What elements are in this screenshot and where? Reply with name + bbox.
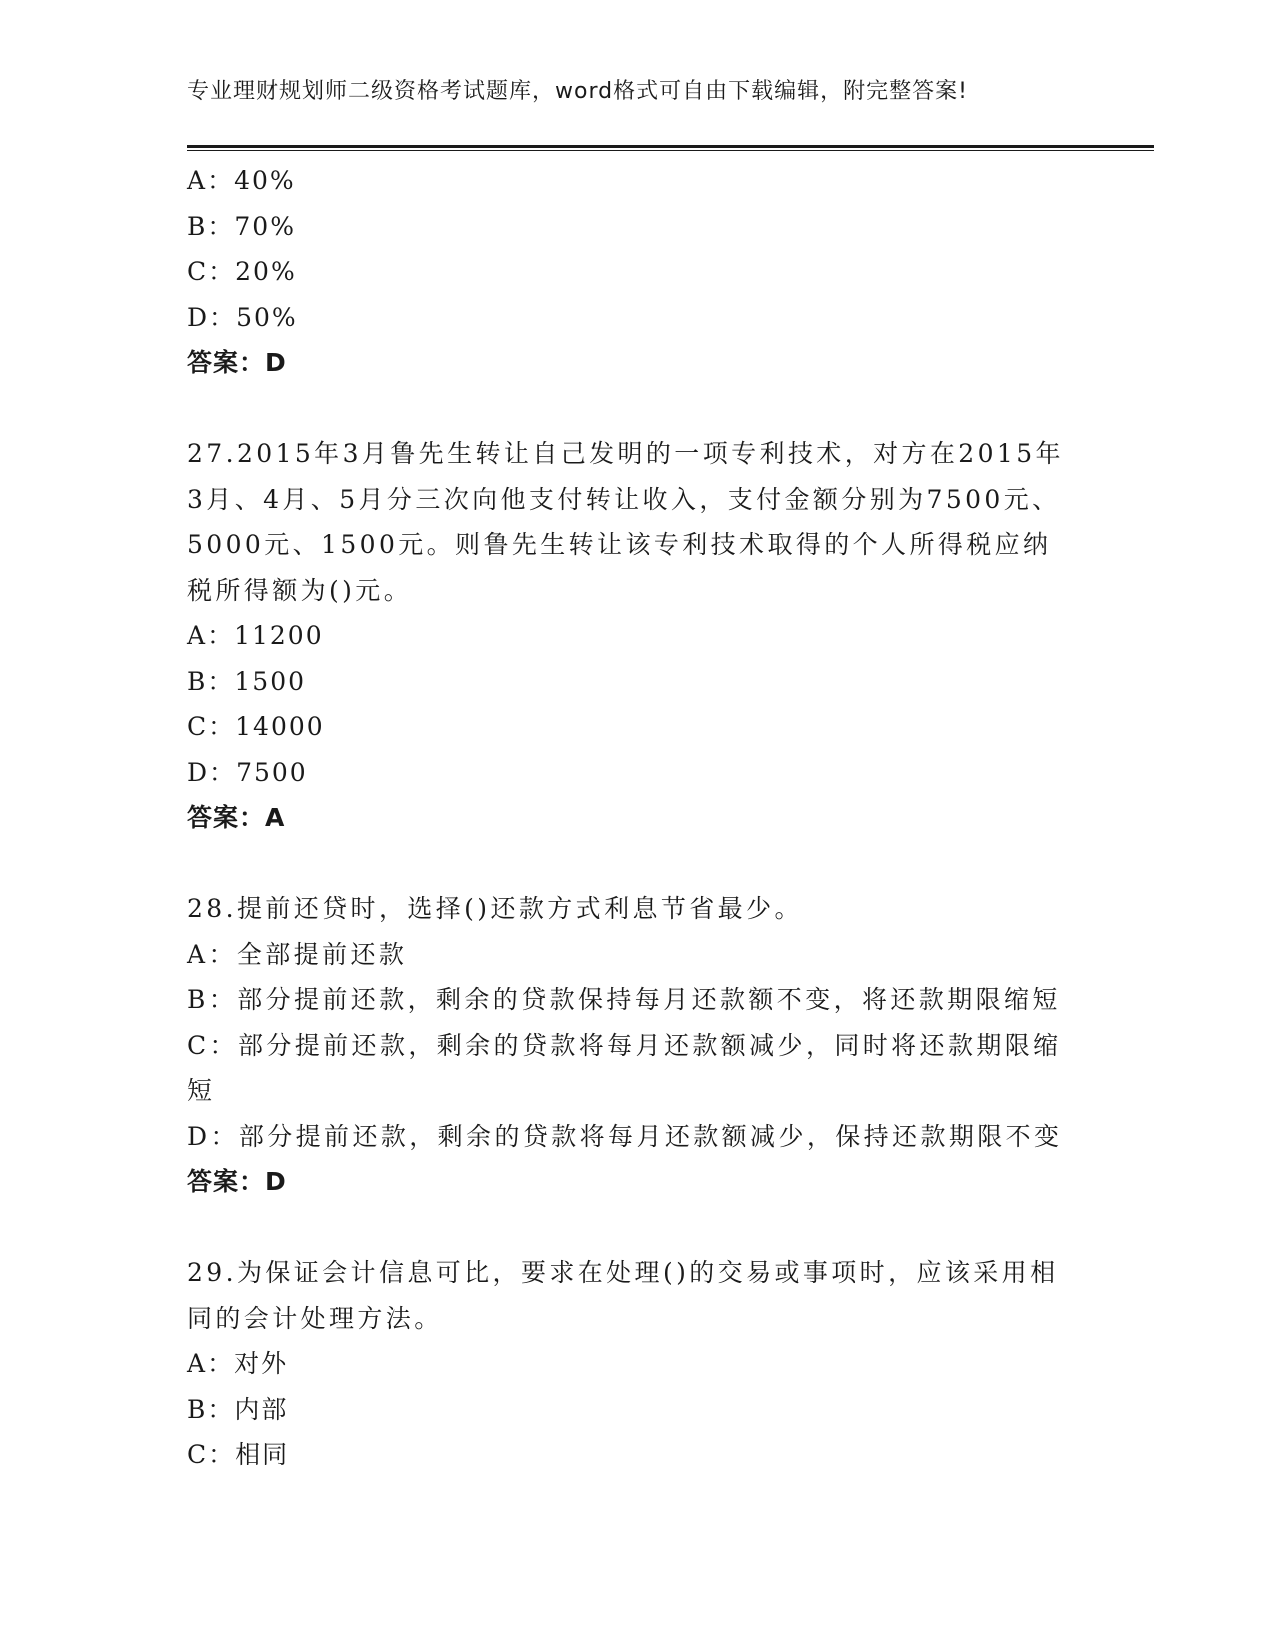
option-row: B：1500 — [187, 666, 307, 696]
option-row: C：14000 — [187, 712, 325, 741]
question-stem: 28.提前还贷时，选择()还款方式利息节省最少。 — [187, 894, 803, 923]
question-stem: 29.为保证会计信息可比，要求在处理()的交易或事项时，应该采用相同的会计处理方法。 — [187, 1258, 1059, 1333]
spacer — [187, 386, 1077, 432]
answer-line: 答案：D — [187, 348, 287, 377]
option-row: A：全部提前还款 — [187, 939, 408, 969]
option-row: D：部分提前还款，剩余的贷款将每月还款额减少，保持还款期限不变 — [187, 1121, 1063, 1151]
spacer — [187, 841, 1077, 887]
option-row: D：7500 — [187, 757, 308, 787]
answer-line: 答案：A — [187, 803, 286, 832]
answer-line: 答案：D — [187, 1167, 287, 1196]
header-rule-thin — [187, 150, 1154, 151]
option-row: A：对外 — [187, 1349, 289, 1378]
question-stem: 27.2015年3月鲁先生转让自己发明的一项专利技术，对方在2015年3月、4月、5月分三次向他支付转让收入，支付金额分别为7500元、5000元、1500元。则鲁先生转让该专利技术取得的个人所得税应纳税所得额为()元。 — [187, 439, 1064, 605]
option-row: B：部分提前还款，剩余的贷款保持每月还款额不变，将还款期限缩短 — [187, 985, 1061, 1014]
option-row: B：70% — [187, 211, 296, 241]
option-row: C：20% — [187, 257, 297, 286]
option-row: C：相同 — [187, 1440, 290, 1469]
option-row: A：11200 — [187, 621, 324, 650]
spacer — [187, 1205, 1077, 1251]
option-row: A：40% — [187, 166, 296, 195]
option-row: C：部分提前还款，剩余的贷款将每月还款额减少，同时将还款期限缩短 — [187, 1030, 1062, 1105]
question-content — [187, 158, 1077, 1478]
option-row: D：50% — [187, 302, 298, 332]
option-row: B：内部 — [187, 1394, 289, 1424]
header-rule-thick — [187, 145, 1154, 148]
document-header: 专业理财规划师二级资格考试题库，word格式可自由下载编辑，附完整答案! — [187, 79, 968, 104]
